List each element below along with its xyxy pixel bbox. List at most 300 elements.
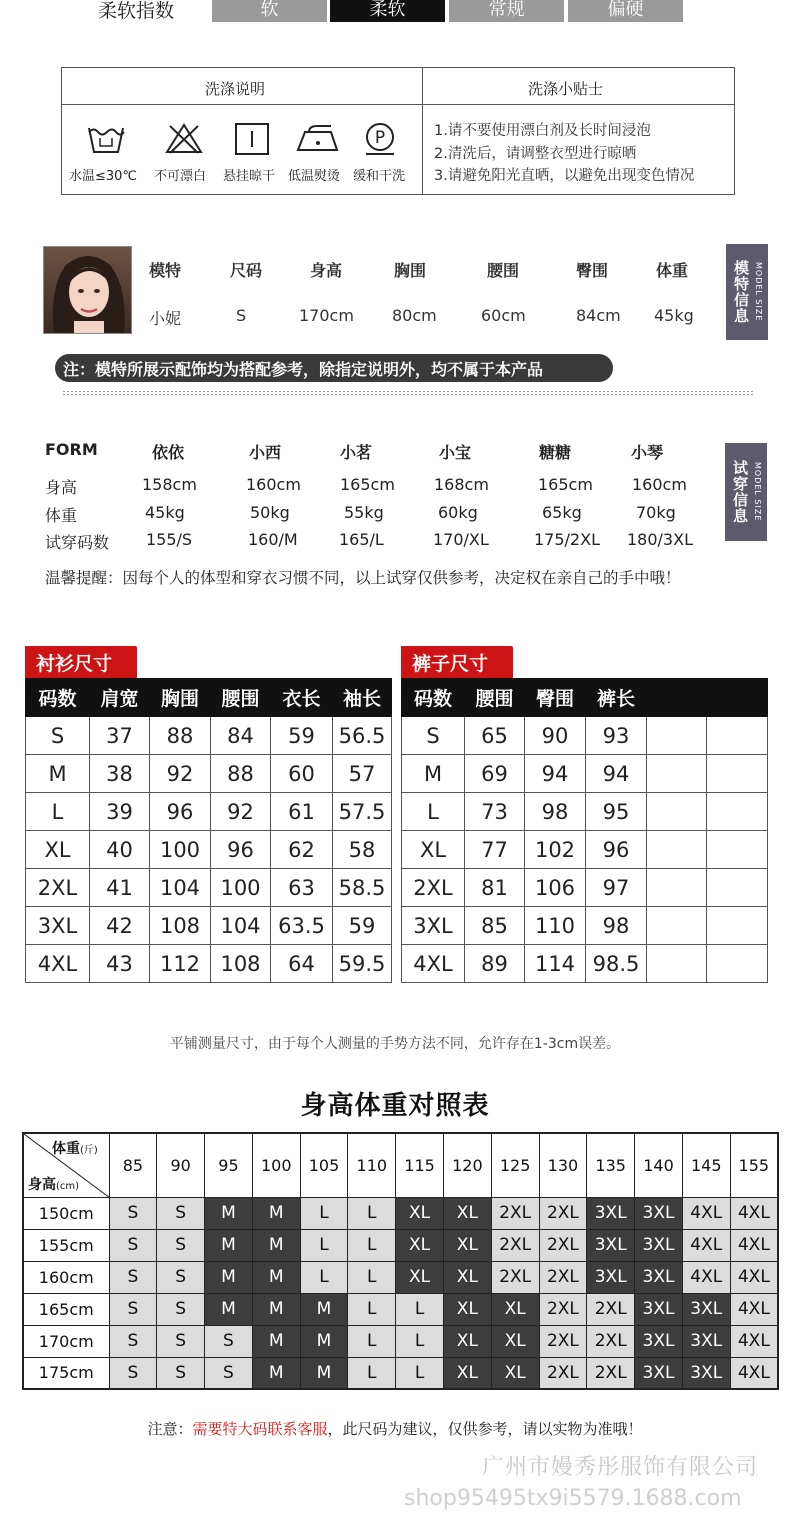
pants-header-cell: 码数 <box>402 679 465 717</box>
shirt-cell: 4XL <box>26 945 90 983</box>
pants-cell <box>707 945 768 983</box>
fitting-info-tag-en: MODEL SIZE <box>753 462 762 522</box>
hw-size-cell: L <box>396 1357 444 1389</box>
model-value-height: 170cm <box>299 306 354 325</box>
shirt-cell: 92 <box>211 793 271 831</box>
hw-size-cell: M <box>252 1197 300 1229</box>
hw-weight-header: 105 <box>300 1133 348 1197</box>
shirt-cell: 42 <box>90 907 150 945</box>
pants-cell: 96 <box>586 831 647 869</box>
hw-size-cell: L <box>300 1261 348 1293</box>
hw-size-cell: S <box>109 1229 157 1261</box>
washing-tips-title: 洗涤小贴士 <box>528 80 604 98</box>
hw-size-cell: XL <box>396 1229 444 1261</box>
shirt-cell: 61 <box>271 793 333 831</box>
shirt-cell: 59 <box>333 907 392 945</box>
shirt-cell: 62 <box>271 831 333 869</box>
pants-cell <box>647 831 707 869</box>
hw-size-cell: S <box>109 1357 157 1389</box>
low-iron-icon <box>295 122 341 156</box>
fitting-name-5: 糖糖 <box>539 443 572 462</box>
hw-size-cell: M <box>300 1293 348 1325</box>
pants-cell: 89 <box>465 945 525 983</box>
pants-cell: M <box>402 755 465 793</box>
pants-cell: 65 <box>465 717 525 755</box>
hw-size-cell: S <box>109 1293 157 1325</box>
pants-cell: 98 <box>586 907 647 945</box>
hw-size-cell: XL <box>443 1197 491 1229</box>
shirt-cell: 104 <box>211 907 271 945</box>
model-header-name: 模特 <box>149 261 182 280</box>
hang-dry-label: 悬挂晾干 <box>223 169 276 184</box>
pants-cell: 93 <box>586 717 647 755</box>
shirt-cell: 57.5 <box>333 793 392 831</box>
hw-size-cell: 3XL <box>587 1197 635 1229</box>
shirt-row <box>26 831 392 869</box>
model-value-name: 小妮 <box>149 309 182 328</box>
pants-header-cell: 裤长 <box>586 679 647 717</box>
pants-cell: 98 <box>525 793 586 831</box>
hw-size-cell: 3XL <box>635 1261 683 1293</box>
softness-title: 柔软指数 <box>98 0 175 22</box>
hw-weight-header: 155 <box>730 1133 778 1197</box>
model-header-hip: 臀围 <box>576 261 609 280</box>
fitting-info-tag-cn: 试穿信息 <box>731 460 749 524</box>
hw-size-cell: 3XL <box>682 1293 730 1325</box>
shirt-cell: 58 <box>333 831 392 869</box>
hw-size-cell: XL <box>491 1357 539 1389</box>
hw-size-cell: S <box>157 1261 205 1293</box>
shirt-cell: 84 <box>211 717 271 755</box>
shirt-cell: 56.5 <box>333 717 392 755</box>
shirt-cell: 41 <box>90 869 150 907</box>
height-weight-table <box>22 1132 779 1390</box>
shirt-cell: S <box>26 717 90 755</box>
hw-weight-header: 145 <box>682 1133 730 1197</box>
pants-cell: 110 <box>525 907 586 945</box>
hw-size-cell: M <box>205 1261 253 1293</box>
shirt-header-cell: 衣长 <box>271 679 333 717</box>
fitting-info-tag <box>725 443 767 541</box>
shirt-cell: 59 <box>271 717 333 755</box>
footnote-prefix: 注意： <box>147 1420 193 1438</box>
pants-cell <box>647 945 707 983</box>
dry-clean-symbol: P <box>374 128 386 148</box>
pants-cell: 94 <box>525 755 586 793</box>
fitting-cell: 155/S <box>146 530 193 549</box>
pants-cell: 77 <box>465 831 525 869</box>
hw-size-cell: 4XL <box>730 1357 778 1389</box>
softness-option-regular: 常规 <box>449 0 564 22</box>
hw-size-cell: 4XL <box>730 1293 778 1325</box>
hw-size-cell: XL <box>396 1197 444 1229</box>
model-value-hip: 84cm <box>576 306 621 325</box>
pants-cell: 102 <box>525 831 586 869</box>
model-info-tag-cn: 模特信息 <box>732 260 750 324</box>
shirt-cell: 112 <box>150 945 211 983</box>
hw-height-label: 170cm <box>23 1325 109 1357</box>
model-photo <box>43 246 132 334</box>
hw-size-cell: 2XL <box>539 1293 587 1325</box>
shirt-cell: L <box>26 793 90 831</box>
shirt-row <box>26 793 392 831</box>
hw-size-cell: 4XL <box>730 1261 778 1293</box>
hw-size-cell: 2XL <box>491 1229 539 1261</box>
hw-size-cell: 3XL <box>635 1293 683 1325</box>
model-header-height: 身高 <box>310 261 343 280</box>
washing-tip-3: 3.请避免阳光直晒，以避免出现变色情况 <box>434 168 695 184</box>
hw-height-label: 150cm <box>23 1197 109 1229</box>
washing-tip-1: 1.请不要使用漂白剂及长时间浸泡 <box>434 123 651 139</box>
shirt-cell: 58.5 <box>333 869 392 907</box>
hw-size-cell: M <box>205 1293 253 1325</box>
watermark-shop-url: shop95495tx9i5579.1688.com <box>404 1486 742 1511</box>
fitting-reminder: 温馨提醒：因每个人的体型和穿衣习惯不同，以上试穿仅供参考，决定权在亲自己的手中哦！ <box>45 569 681 587</box>
hw-size-cell: 2XL <box>539 1197 587 1229</box>
hw-size-cell: L <box>348 1357 396 1389</box>
shirt-cell: 37 <box>90 717 150 755</box>
hw-corner-weight: 体重(斤) <box>52 1141 98 1157</box>
pants-cell: 73 <box>465 793 525 831</box>
hw-size-cell: 3XL <box>587 1229 635 1261</box>
hw-row <box>23 1325 778 1357</box>
shirt-cell: M <box>26 755 90 793</box>
softness-option-soft: 软 <box>212 0 327 22</box>
fitting-cell: 175/2XL <box>534 530 600 549</box>
shirt-cell: 96 <box>211 831 271 869</box>
hw-size-cell: S <box>157 1229 205 1261</box>
hw-size-cell: 4XL <box>730 1229 778 1261</box>
hw-size-cell: 3XL <box>682 1325 730 1357</box>
hw-size-cell: M <box>252 1293 300 1325</box>
hw-size-cell: 4XL <box>682 1261 730 1293</box>
measure-note: 平铺测量尺寸，由于每个人测量的手势方法不同，允许存在1-3cm误差。 <box>169 1036 621 1052</box>
shirt-cell: 63.5 <box>271 907 333 945</box>
hw-size-cell: L <box>348 1325 396 1357</box>
model-value-waist: 60cm <box>481 306 526 325</box>
fitting-cell: 165/L <box>339 530 384 549</box>
hang-dry-icon <box>232 122 272 156</box>
pants-cell: 106 <box>525 869 586 907</box>
hw-size-cell: M <box>300 1357 348 1389</box>
hw-height-label: 175cm <box>23 1357 109 1389</box>
shirt-cell: 39 <box>90 793 150 831</box>
model-header-weight: 体重 <box>656 261 689 280</box>
fitting-name-6: 小琴 <box>631 443 664 462</box>
shirt-row <box>26 907 392 945</box>
hw-size-cell: 3XL <box>635 1229 683 1261</box>
hw-size-cell: L <box>396 1325 444 1357</box>
hw-size-cell: XL <box>443 1325 491 1357</box>
hw-size-cell: L <box>396 1293 444 1325</box>
fitting-cell: 70kg <box>636 503 676 522</box>
hw-size-cell: 3XL <box>682 1357 730 1389</box>
pants-row <box>402 717 768 755</box>
fitting-cell: 158cm <box>142 475 197 494</box>
pants-header-cell <box>647 679 707 717</box>
fitting-form-label: FORM <box>45 440 98 459</box>
fitting-row-label-weight: 体重 <box>45 506 78 525</box>
fitting-name-1: 依依 <box>152 443 185 462</box>
hw-row <box>23 1293 778 1325</box>
hw-weight-header: 95 <box>205 1133 253 1197</box>
hw-size-cell: 2XL <box>491 1261 539 1293</box>
pants-row <box>402 755 768 793</box>
pants-cell <box>647 755 707 793</box>
footnote-suffix: ，此尺码为建议，仅供参考，请以实物为准哦！ <box>327 1420 643 1438</box>
pants-cell: 69 <box>465 755 525 793</box>
hw-size-cell: XL <box>443 1261 491 1293</box>
shirt-row <box>26 945 392 983</box>
model-header-size: 尺码 <box>230 261 263 280</box>
fitting-row-label-size: 试穿码数 <box>45 533 110 552</box>
shirt-size-table <box>25 678 392 983</box>
shirt-cell: 40 <box>90 831 150 869</box>
pants-header-cell <box>707 679 768 717</box>
hw-weight-header: 125 <box>491 1133 539 1197</box>
hw-size-cell: L <box>348 1197 396 1229</box>
fitting-cell: 180/3XL <box>627 530 693 549</box>
hw-size-cell: S <box>109 1325 157 1357</box>
hw-row <box>23 1357 778 1389</box>
hw-corner-height: 身高(cm) <box>28 1177 80 1193</box>
hw-height-label: 165cm <box>23 1293 109 1325</box>
pants-cell <box>647 907 707 945</box>
pants-cell: 85 <box>465 907 525 945</box>
pants-cell: 114 <box>525 945 586 983</box>
fitting-cell: 168cm <box>434 475 489 494</box>
fitting-cell: 55kg <box>344 503 384 522</box>
hw-size-cell: 4XL <box>682 1197 730 1229</box>
pants-cell <box>647 869 707 907</box>
hw-size-cell: XL <box>491 1325 539 1357</box>
shirt-row <box>26 755 392 793</box>
hw-size-cell: S <box>205 1357 253 1389</box>
pants-cell: L <box>402 793 465 831</box>
pants-row <box>402 869 768 907</box>
pants-row <box>402 793 768 831</box>
fitting-name-2: 小西 <box>249 443 282 462</box>
model-value-weight: 45kg <box>654 306 694 325</box>
shirt-row <box>26 717 392 755</box>
fitting-row-label-height: 身高 <box>45 478 78 497</box>
hw-size-cell: 2XL <box>539 1229 587 1261</box>
dry-clean-label: 缓和干洗 <box>353 169 406 184</box>
hw-size-cell: 4XL <box>730 1325 778 1357</box>
shirt-header-cell: 肩宽 <box>90 679 150 717</box>
shirt-cell: 38 <box>90 755 150 793</box>
shirt-cell: XL <box>26 831 90 869</box>
fitting-cell: 45kg <box>145 503 185 522</box>
hw-weight-header: 100 <box>252 1133 300 1197</box>
pants-cell: XL <box>402 831 465 869</box>
hw-size-cell: 4XL <box>730 1197 778 1229</box>
pants-cell <box>707 831 768 869</box>
hw-size-cell: 3XL <box>587 1261 635 1293</box>
hw-size-cell: 2XL <box>491 1197 539 1229</box>
pants-cell: 98.5 <box>586 945 647 983</box>
pants-cell: 2XL <box>402 869 465 907</box>
accessory-note: 注：模特所展示配饰均为搭配参考，除指定说明外，均不属于本产品 <box>55 354 613 382</box>
hw-size-cell: XL <box>491 1293 539 1325</box>
hw-size-cell: M <box>252 1325 300 1357</box>
hw-size-cell: XL <box>396 1261 444 1293</box>
hw-weight-header: 135 <box>587 1133 635 1197</box>
hw-height-label: 160cm <box>23 1261 109 1293</box>
model-value-size: S <box>236 306 247 325</box>
shirt-cell: 3XL <box>26 907 90 945</box>
hw-size-cell: S <box>109 1261 157 1293</box>
hw-size-cell: 2XL <box>539 1261 587 1293</box>
shirt-cell: 59.5 <box>333 945 392 983</box>
hw-size-cell: L <box>348 1293 396 1325</box>
hw-weight-header: 85 <box>109 1133 157 1197</box>
hw-weight-header: 115 <box>396 1133 444 1197</box>
hw-size-cell: S <box>157 1197 205 1229</box>
fitting-cell: 160cm <box>632 475 687 494</box>
fitting-name-4: 小宝 <box>439 443 472 462</box>
hw-weight-header: 130 <box>539 1133 587 1197</box>
shirt-cell: 88 <box>211 755 271 793</box>
fitting-name-3: 小茗 <box>340 443 373 462</box>
fitting-cell: 60kg <box>438 503 478 522</box>
hw-size-cell: M <box>252 1261 300 1293</box>
fitting-cell: 65kg <box>542 503 582 522</box>
hw-size-cell: M <box>252 1357 300 1389</box>
low-iron-label: 低温熨烫 <box>288 169 341 184</box>
hw-size-cell: S <box>109 1197 157 1229</box>
pants-cell: S <box>402 717 465 755</box>
hw-size-cell: M <box>205 1229 253 1261</box>
softness-option-medium-soft: 柔软 <box>330 0 445 22</box>
no-bleach-icon <box>164 122 204 156</box>
hw-size-cell: L <box>348 1229 396 1261</box>
hw-row <box>23 1197 778 1229</box>
hw-height-label: 155cm <box>23 1229 109 1261</box>
model-header-waist: 腰围 <box>487 261 520 280</box>
model-header-bust: 胸围 <box>394 261 427 280</box>
shirt-header-cell: 腰围 <box>211 679 271 717</box>
pants-cell: 95 <box>586 793 647 831</box>
pants-cell <box>707 755 768 793</box>
footnote <box>0 1418 790 1439</box>
hw-table-title: 身高体重对照表 <box>300 1091 490 1121</box>
shirt-row <box>26 869 392 907</box>
model-info-tag <box>726 244 768 340</box>
hw-size-cell: 2XL <box>587 1325 635 1357</box>
hw-size-cell: 2XL <box>539 1325 587 1357</box>
shirt-cell: 64 <box>271 945 333 983</box>
shirt-cell: 100 <box>211 869 271 907</box>
pants-cell <box>647 793 707 831</box>
washing-tip-2: 2.清洗后，请调整衣型进行晾晒 <box>434 146 637 162</box>
pants-row <box>402 945 768 983</box>
hw-size-cell: XL <box>443 1229 491 1261</box>
hw-weight-header: 110 <box>348 1133 396 1197</box>
fitting-cell: 160/M <box>248 530 298 549</box>
hw-size-cell: 2XL <box>587 1293 635 1325</box>
dry-clean-icon <box>360 122 400 156</box>
shirt-cell: 104 <box>150 869 211 907</box>
hw-size-cell: 3XL <box>635 1357 683 1389</box>
pants-size-table <box>401 678 768 983</box>
wash-30-icon <box>86 122 126 156</box>
hw-size-cell: L <box>300 1197 348 1229</box>
fitting-cell: 170/XL <box>433 530 489 549</box>
hw-row <box>23 1229 778 1261</box>
shirt-header-cell: 码数 <box>26 679 90 717</box>
no-bleach-label: 不可漂白 <box>154 169 207 184</box>
watermark-company: 广州市嫚秀彤服饰有限公司 <box>482 1455 759 1480</box>
fitting-cell: 165cm <box>538 475 593 494</box>
pants-size-title: 裤子尺寸 <box>401 646 513 678</box>
wash-30-label: 水温≤30℃ <box>69 169 138 184</box>
pants-cell: 81 <box>465 869 525 907</box>
hw-weight-header: 90 <box>157 1133 205 1197</box>
hw-size-cell: 3XL <box>635 1197 683 1229</box>
shirt-cell: 43 <box>90 945 150 983</box>
hw-size-cell: 2XL <box>587 1357 635 1389</box>
shirt-cell: 60 <box>271 755 333 793</box>
pants-row <box>402 831 768 869</box>
hw-size-cell: 4XL <box>682 1229 730 1261</box>
shirt-cell: 88 <box>150 717 211 755</box>
shirt-header-cell: 胸围 <box>150 679 211 717</box>
fitting-cell: 165cm <box>340 475 395 494</box>
shirt-cell: 96 <box>150 793 211 831</box>
pants-cell <box>647 717 707 755</box>
hw-size-cell: M <box>300 1325 348 1357</box>
pants-cell <box>707 717 768 755</box>
hw-row <box>23 1261 778 1293</box>
pants-cell: 4XL <box>402 945 465 983</box>
hw-corner-cell <box>23 1133 109 1197</box>
pants-cell <box>707 907 768 945</box>
pants-row <box>402 907 768 945</box>
hw-size-cell: 3XL <box>635 1325 683 1357</box>
hw-size-cell: S <box>157 1325 205 1357</box>
model-value-bust: 80cm <box>392 306 437 325</box>
hw-size-cell: S <box>205 1325 253 1357</box>
pants-header-cell: 腰围 <box>465 679 525 717</box>
model-info-tag-en: MODEL SIZE <box>754 262 763 322</box>
shirt-header-cell: 袖长 <box>333 679 392 717</box>
pants-cell: 3XL <box>402 907 465 945</box>
washing-box <box>61 67 735 195</box>
shirt-cell: 92 <box>150 755 211 793</box>
hw-weight-header: 120 <box>443 1133 491 1197</box>
shirt-cell: 108 <box>211 945 271 983</box>
hw-size-cell: 2XL <box>539 1357 587 1389</box>
pants-cell: 94 <box>586 755 647 793</box>
pants-cell <box>707 793 768 831</box>
hw-size-cell: M <box>252 1229 300 1261</box>
pants-cell: 90 <box>525 717 586 755</box>
pants-cell: 97 <box>586 869 647 907</box>
hw-size-cell: S <box>157 1357 205 1389</box>
dotted-divider <box>62 390 754 396</box>
pants-cell <box>707 869 768 907</box>
hw-size-cell: L <box>348 1261 396 1293</box>
hw-size-cell: S <box>157 1293 205 1325</box>
shirt-cell: 108 <box>150 907 211 945</box>
shirt-cell: 57 <box>333 755 392 793</box>
hw-size-cell: XL <box>443 1293 491 1325</box>
softness-option-hard: 偏硬 <box>568 0 683 22</box>
pants-header-cell: 臀围 <box>525 679 586 717</box>
shirt-cell: 100 <box>150 831 211 869</box>
shirt-cell: 63 <box>271 869 333 907</box>
